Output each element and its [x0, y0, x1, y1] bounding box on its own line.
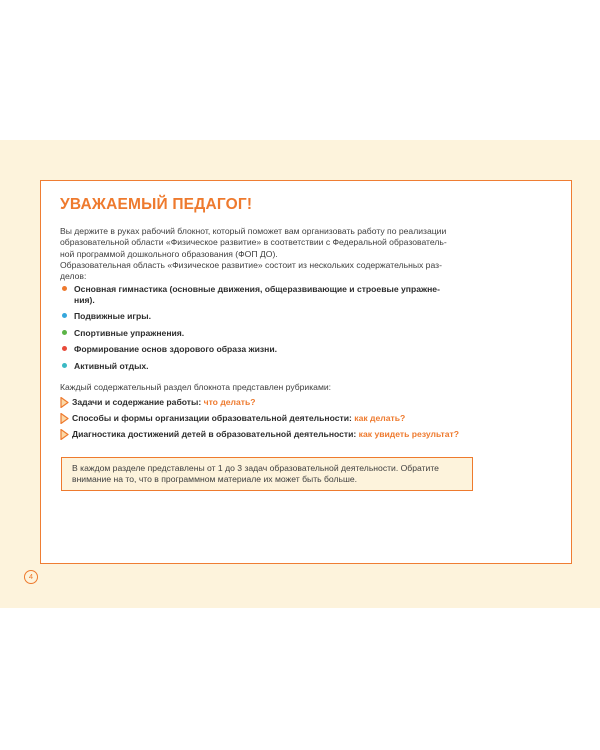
- rubric-item: [60, 413, 459, 424]
- bullet-dot-icon: [62, 330, 67, 335]
- intro-line: Вы держите в руках рабочий блокнот, который поможет вам организовать работу по реализации: [60, 226, 447, 236]
- rubric-label: Способы и формы организации образовательной деятельности:: [72, 413, 352, 423]
- area-label: Формирование основ здорового образа жизни.: [74, 344, 277, 354]
- content-areas-list: [62, 284, 522, 377]
- rubric-item: [60, 397, 459, 408]
- note-line: В каждом разделе представлены от 1 до 3 задач образовательной деятельности. Обратите: [72, 463, 439, 473]
- rubric-label: Задачи и содержание работы:: [72, 397, 202, 407]
- bullet-dot-icon: [62, 313, 67, 318]
- note-line: внимание на то, что в программном материале их может быть больше.: [72, 474, 358, 485]
- page-title: УВАЖАЕМЫЙ ПЕДАГОГ!: [60, 196, 253, 213]
- bullet-dot-icon: [62, 286, 67, 291]
- intro-line: Образовательная область «Физическое развитие» состоит из нескольких содержательных раз-: [60, 259, 442, 270]
- area-label: Активный отдых.: [74, 360, 149, 371]
- bullet-dot-icon: [62, 363, 67, 368]
- area-label: Спортивные упражнения.: [74, 327, 185, 338]
- rubrics-list: [60, 397, 459, 445]
- arrow-marker-icon: [60, 429, 69, 440]
- list-item: [62, 284, 522, 305]
- list-item: [62, 311, 522, 322]
- list-item: [62, 328, 522, 339]
- list-item: [62, 344, 522, 355]
- intro-line: ной программой дошкольного образования (ФОП ДО).: [60, 248, 278, 259]
- rubric-question: что делать?: [203, 397, 256, 407]
- arrow-marker-icon: [60, 397, 69, 408]
- rubric-question: как делать?: [354, 413, 406, 423]
- page-background: [0, 140, 600, 608]
- area-label-continued: ния).: [74, 294, 95, 305]
- bullet-dot-icon: [62, 346, 67, 351]
- list-item: [62, 361, 522, 372]
- page-number: 4: [24, 570, 38, 584]
- rubric-question: как увидеть результат?: [358, 429, 459, 439]
- arrow-marker-icon: [60, 413, 69, 424]
- note-box: [61, 457, 473, 491]
- intro-line: делов:: [60, 271, 87, 282]
- rubric-label: Диагностика достижений детей в образовательной деятельности:: [72, 429, 357, 439]
- rubrics-intro: Каждый содержательный раздел блокнота представлен рубриками:: [60, 382, 332, 392]
- area-label: Основная гимнастика (основные движения, общеразвивающие и строевые упражне-: [74, 284, 440, 294]
- area-label: Подвижные игры.: [74, 311, 151, 321]
- intro-line: образовательной области «Физическое развитие» в соответствии с Федеральной образователь-: [60, 237, 447, 248]
- intro-paragraph: [60, 226, 515, 282]
- rubric-item: [60, 429, 459, 440]
